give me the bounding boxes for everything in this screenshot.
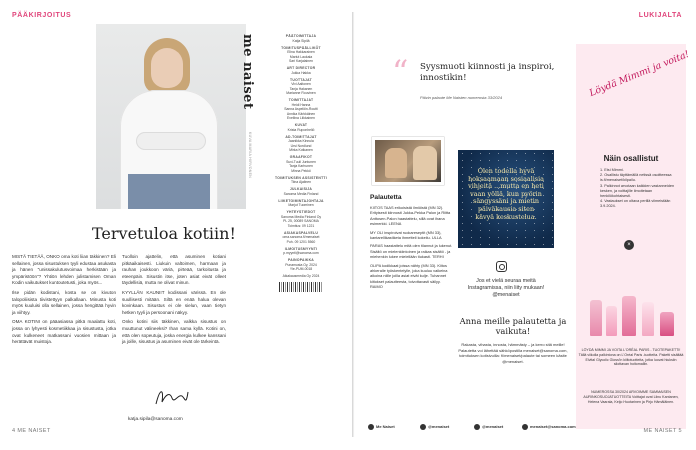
feedback-letter: PARAS haastattelu mitä olen tilannut ja lukenut. Sisältö on mielenkiintoinen ja raikas sisältö - ja miehenkin lukee mielellään tiukasti. TERHI [370, 243, 453, 260]
masthead-names: Jaanikka Kinnula Ursi Nordlund Mirka Kotkanen [288, 139, 314, 152]
masthead-role: TOIMITUKSEN ASSISTENTTI [275, 175, 327, 180]
instagram-icon [496, 261, 507, 272]
masthead-names: Suvi-Tuuli Juntunen Tanja Karhunen Minna Pekkö [286, 159, 316, 173]
masthead-entry [260, 231, 342, 245]
contest-step: 1. Etsi Mimmi. [600, 168, 624, 172]
masthead-entry [260, 98, 342, 121]
masthead-entry [260, 210, 342, 228]
masthead-role: PÄÄTOIMITTAJA [285, 34, 317, 38]
masthead-names: Jukka Hakka [291, 70, 311, 75]
masthead-names: Sanoma Media Finland [283, 191, 319, 196]
masthead-names: oma.sanoma.fi/menaiset Puh. 09 1201 5560 [282, 235, 320, 244]
masthead-role: KUVAT [294, 123, 308, 127]
paragraph: OMA KOTINI on pääasiassa pitkä maalattu koti, jossa on lyhyesti kosmetiikkaa ja sisustusta, jotka ovat kulkeneet matkassani vuosien mittaan ja herättävät muistoja. [12, 319, 116, 345]
masthead-names: p.myynti@sanoma.com [283, 251, 319, 255]
social-link-x[interactable]: @menaiset [474, 424, 503, 430]
quote-source: Päivin palaute Me Naisten numerosta 33/2024 [420, 95, 503, 100]
masthead-names: Punamusta Oy, 2024 Yle-PUM-0018 [285, 262, 317, 271]
masthead-names: Elina Hakkarainen Mariut Laukala Sari Karjalainen [287, 50, 315, 63]
social-link-email[interactable]: menaiset@sanoma.com [522, 424, 576, 430]
facebook-icon [368, 424, 374, 430]
contest-step: 4. Vastaukset on oltava perillä viimeistään 3.9.2024. [600, 199, 671, 209]
masthead-role: ILMOITUSMYYNTI [284, 246, 318, 251]
masthead-role: GRAAFIKOT [289, 155, 313, 159]
social-links [362, 422, 602, 434]
paragraph: KYYLLÄN KAUNIIT kodissani värissä. En ole suullisesti mitään. Siltä en enää halua olevan kovinkaan. Sisustus ei ole sielun, vaan tietyn hetken tyyli ja persoonani näkyy. [122, 289, 226, 315]
x-icon [474, 424, 480, 430]
masthead-entry [260, 187, 342, 196]
masthead-entry [260, 176, 342, 185]
masthead-entry [260, 46, 342, 64]
feedback-title: Palautetta [370, 194, 402, 201]
running-head: LUKIJALTA [638, 12, 682, 19]
masthead-names: Marjut Tuominen [288, 203, 314, 207]
feedback-letter: KIITOS TAAS erikoisistä ilmiöistä (MN 32). Erityisesti kiinnosti Jukka-Pekka Palon ja Riitta Anttosen-Palon haastattelu, sillä ovat ihana esimerkki. LEENA [370, 205, 451, 227]
instagram-icon [420, 424, 426, 430]
masthead-entry [260, 258, 342, 272]
contest-step: 2. Osallistu täyttämällä netissä osoitteessa is.fi/menaiset/kilpailu. [600, 173, 672, 183]
contest-title: Näin osallistut [603, 154, 659, 163]
handwritten-signature [152, 384, 192, 412]
masthead-entry [260, 247, 342, 256]
contest-prize: LÖYDÄ MIMMI JA VOITA L'ORÉAL PARIS - TUOTEPAKETTI! Tällä viikolla palkintona on L'Oréal Paris -tuotteita. Paketti sisältää Elvital Glycolic Gloss'in kiiltotuotteita, jotka luovat hiuksiin silottavan hoitomallin. [578, 348, 684, 367]
masthead-role: JULKAISIJA [289, 187, 313, 191]
masthead-entry [260, 66, 342, 75]
contest-step: 3. Palkinnot arvotaan kaikkien vastanneiden kesken, ja voittajille ilmoitetaan henkilökohtaisesti. [600, 183, 675, 199]
reader-quote: Syysmuoti kiinnosti ja inspiroi, innostikin! [420, 62, 555, 83]
feedback-cta-text: Rakasta, vihasta, innosta, hämmästy – ja kerro sitä meille! Palautetta voi lähettää sähköpostilla menaiset@sanoma.com, toimituksen kotisivuilla: fi/menaiset/palaute tai someen käsite @menaiset. [458, 342, 568, 364]
editorial-column-1 [12, 254, 116, 349]
masthead-role: LIIKETOIMINTAJOHTAJA [278, 198, 324, 203]
masthead-entry [260, 78, 342, 96]
page-folio: 4 ME NAISET [12, 428, 51, 434]
close-icon: × [624, 240, 634, 250]
masthead-names: Heidi Hanna Sanna Aspelöin-Routti Annika Kärkkäinen Eveliina Liikkainen [284, 102, 318, 120]
signature-email[interactable]: katja.sipila@sanoma.com [128, 417, 183, 422]
masthead-names: Krista Ruponheliö [287, 127, 315, 132]
feedback-letters [370, 205, 454, 293]
masthead-footer: Aikakausmedia Oy 2024 [282, 274, 320, 278]
quote-mark-icon: “ [392, 53, 409, 91]
masthead-role: ASIAKASPALVELU [283, 230, 319, 235]
product-photo [584, 288, 680, 336]
right-page [356, 12, 691, 437]
contest-column [576, 44, 691, 429]
social-link-facebook[interactable]: Me Naiset [368, 424, 395, 430]
paragraph: Onko kotini siis täkkinen, valkka sisustus on muuttunut välineeksi? Ihan sama kyllä. Kotini on, että olen sopeutuja, joska energia kulkee kanssani ja joille, sisustus ja asuminen eivät ole tärkeintä. [122, 319, 226, 345]
masthead-role: TOIMITUSPÄÄLLIKÖT [281, 45, 321, 50]
page-title: Tervetuloa kotiin! [92, 224, 236, 243]
feedback-photo [372, 137, 444, 185]
masthead-role: TUOTTAJAT [290, 77, 312, 82]
masthead-names: Sanoma Media Finland Oy PL 25, 00089 SANOMA Toimitus: 09 1221 [280, 214, 322, 228]
email-icon [522, 424, 528, 430]
masthead-entry [260, 135, 342, 153]
masthead [260, 34, 342, 292]
masthead-names: Vivi Aaltonen Tanja Hakanen Marianne Rouvinen [286, 82, 316, 95]
instagram-post-text: Olen todella hyvä hoksaamaan sosiaalisia vihjeitä ...mutta en heti vaan yöllä, kun pyörin sängyssäni ja mietin päiväkausia siten kävyä keskustelua. [468, 167, 544, 221]
masthead-entry [260, 199, 342, 208]
instagram-post-card [458, 150, 554, 248]
left-page [10, 12, 352, 437]
masthead-entry [260, 123, 342, 132]
masthead-role: AD-TOIMITTAJAT [285, 134, 317, 139]
contest-banner [587, 48, 691, 100]
masthead-entry [260, 34, 342, 43]
brand-logo-vertical: me naiset [240, 34, 255, 110]
masthead-names: Tiina Ajalinen [290, 180, 312, 184]
social-link-instagram[interactable]: @menaiset [420, 424, 449, 430]
masthead-role: TOIMITTAJAT [288, 98, 314, 102]
contest-steps [600, 168, 682, 210]
masthead-role: PAINOPAIKKA [288, 258, 314, 262]
barcode [279, 282, 323, 292]
masthead-role: YHTEYSTIEDOT [286, 210, 316, 214]
masthead-names: Katja Sipilä [292, 38, 310, 43]
paragraph: Tuolloin ajattelin, että asuminen kotiani pitkäaikaisesti. Liukuin valtoimen, harmaan ja rauhan joukkoon väriä, pirteää, tarkoitusta ja eteenpäin. Sisustin itse, joten asiat eivät olleet täydellisiä, mutta ne olivat minun. [122, 254, 226, 286]
contest-winners: NUMEROSSA 30/2024 ARVOIMME SAMMAISEN AURINKOSUOJATUOTTEITA Voittajat ovat Liinu Kantanen, Helena Vaarala, Keijo Huotarinen ja Pirjo Hämäläinen. [583, 390, 679, 404]
page-folio: ME NAISET 5 [643, 428, 682, 434]
feedback-cta-title: Anna meille palautetta ja vaikuta! [459, 316, 567, 336]
instagram-invite: Jos et vielä seuraa meitä Instagramissa, niin liity mukaan! @menaiset [467, 278, 545, 298]
masthead-role: ART DIRECTOR [286, 66, 316, 70]
masthead-entry [260, 155, 342, 173]
photo-credit: KUVA MARIA HIRVONEN [248, 132, 252, 179]
paragraph: Ilse pidän kodistani, kosta se on kivuton talopoliisista tiivistettyyn palkallaan. Minusta koti myös kuuluisi olla sellainen, jossa hengittää hyvin ja viihtyy. [12, 289, 116, 315]
editor-photo [96, 24, 246, 209]
running-head: PÄÄKIRJOITUS [12, 12, 72, 19]
editorial-column-2 [122, 254, 226, 349]
feedback-letter: MY OLI inspiroivat ruokareseptit (MN 33), kantarellikastiketa ihmetteli kokeilu. ULLA [370, 229, 442, 241]
contest-banner-text: Löydä Mimmi ja voita! [587, 48, 691, 99]
feedback-letter: OLIPA kodikkaat joissa nähty (MN 33). Kiitos ahkeralle työskentelylle, joka kuuluu vaikeina aikoina niille joilla asiat eivät kulje. Tuhannet kiitokset palautteesta, toivottavasti säilyy. RAIMO [370, 262, 448, 290]
paragraph: MISTÄ TIETÄÄ, ONKO oma koti liian täkkinen? Eli sellainen, jossa sisustuksen tyyli edustaa asukasta ja hänen "unissakulutusvoimaa herkistään ja ympäristöön"? Yhtiön lehden julistamisen Oman Kodin vaikutukset kuntoutetusti, joka myös... [12, 254, 116, 286]
